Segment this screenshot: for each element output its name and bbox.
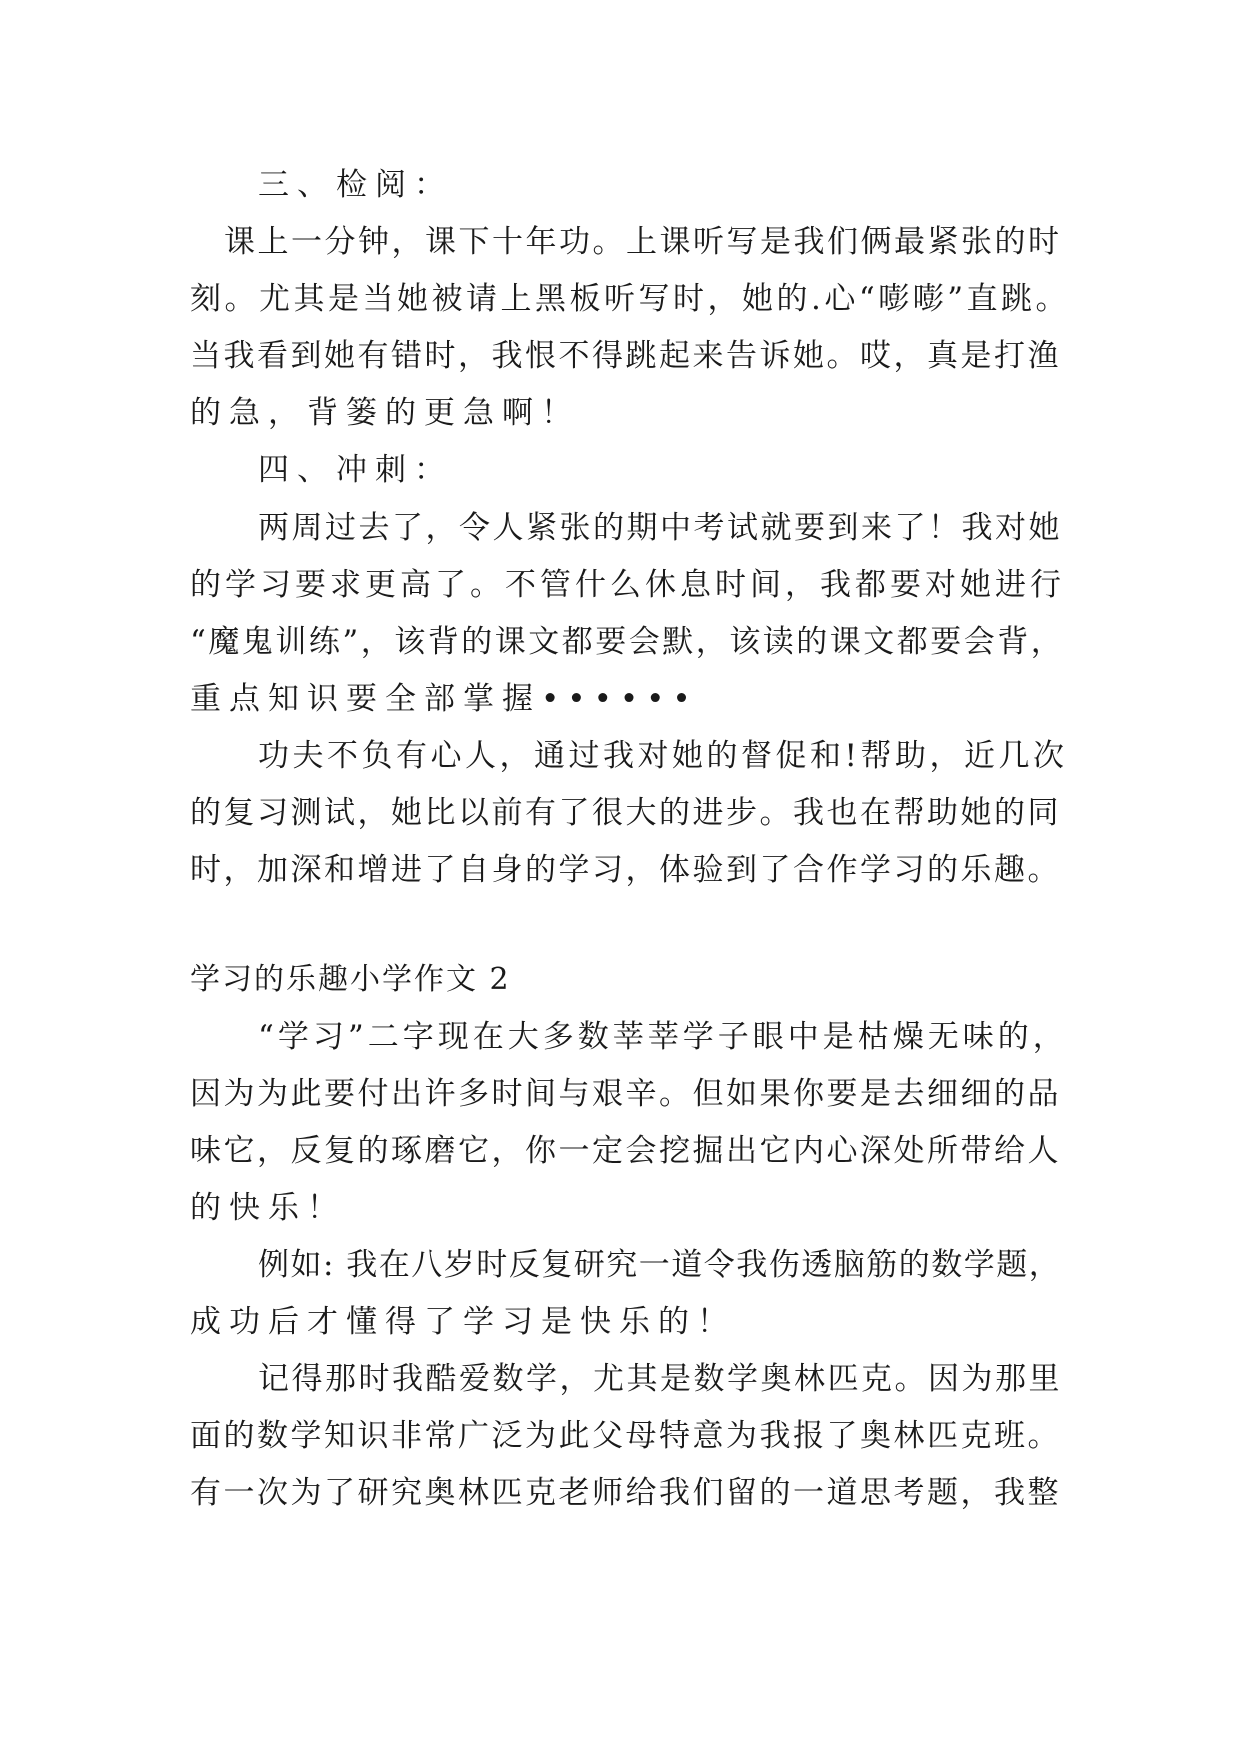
paragraph-line: 因为为此要付出许多时间与艰辛。但如果你要是去细细的品 — [190, 1076, 1061, 1112]
section-four-heading: 四、冲刺： — [258, 452, 453, 488]
paragraph-line: 的复习测试，她比以前有了很大的进步。我也在帮助她的同 — [190, 795, 1061, 831]
paragraph-line: 重点知识要全部掌握•••••• — [190, 681, 699, 717]
paragraph-line: 刻。尤其是当她被请上黑板听写时，她的.心“嘭嘭”直跳。 — [190, 281, 1071, 317]
essay-title: 学习的乐趣小学作文 2 — [190, 962, 511, 997]
paragraph-line: 的学习要求更高了。不管什么休息时间，我都要对她进行 — [190, 567, 1065, 603]
paragraph-line: 有一次为了研究奥林匹克老师给我们留的一道思考题，我整 — [190, 1475, 1061, 1511]
paragraph-line: 时，加深和增进了自身的学习，体验到了合作学习的乐趣。 — [190, 852, 1061, 888]
paragraph-line: 例如: 我在八岁时反复研究一道令我伤透脑筋的数学题， — [258, 1247, 1062, 1283]
paragraph-line: 课上一分钟，课下十年功。上课听写是我们俩最紧张的时 — [224, 224, 1062, 260]
paragraph-line: 成功后才懂得了学习是快乐的！ — [190, 1304, 736, 1340]
paragraph-line: 记得那时我酷爱数学，尤其是数学奥林匹克。因为那里 — [258, 1361, 1062, 1397]
paragraph-line: 面的数学知识非常广泛为此父母特意为我报了奥林匹克班。 — [190, 1418, 1061, 1454]
paragraph-line: 的快乐！ — [190, 1190, 346, 1226]
paragraph-line: 的急，背篓的更急啊！ — [190, 395, 580, 431]
paragraph-line: 当我看到她有错时，我恨不得跳起来告诉她。哎，真是打渔 — [190, 338, 1061, 374]
paragraph-line: 两周过去了，令人紧张的期中考试就要到来了！我对她 — [258, 510, 1062, 546]
paragraph-line: 味它，反复的琢磨它，你一定会挖掘出它内心深处所带给人 — [190, 1133, 1061, 1169]
paragraph-line: “学习”二字现在大多数莘莘学子眼中是枯燥无味的， — [258, 1019, 1068, 1055]
section-three-heading: 三、检阅： — [258, 167, 453, 203]
paragraph-line: 功夫不负有心人，通过我对她的督促和!帮助，近几次 — [258, 738, 1068, 774]
paragraph-line: “魔鬼训练”，该背的课文都要会默，该读的课文都要会背， — [190, 624, 1065, 660]
